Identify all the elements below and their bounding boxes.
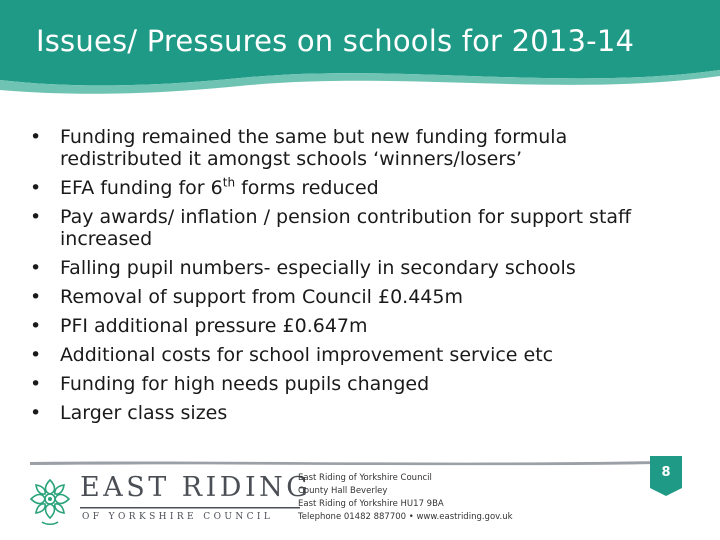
bullet-dot: •	[30, 177, 42, 199]
bullet-list	[30, 126, 690, 431]
footer-divider-shape	[30, 460, 660, 466]
bullet-item	[30, 315, 690, 337]
logo-rule	[80, 506, 300, 510]
address-line: Telephone 01482 887700 • www.eastriding.gov.uk	[298, 512, 513, 522]
bullet-item	[30, 286, 690, 308]
bullet-text: PFI additional pressure £0.647m	[60, 315, 368, 337]
address-line: East Riding of Yorkshire HU17 9BA	[298, 499, 444, 509]
council-address	[298, 472, 513, 524]
bullet-dot: •	[30, 402, 42, 424]
address-line: County Hall Beverley	[298, 486, 388, 496]
bullet-item	[30, 257, 690, 279]
bullet-item	[30, 206, 690, 250]
bullet-text: Additional costs for school improvement service etc	[60, 344, 554, 366]
address-line: East Riding of Yorkshire Council	[298, 473, 432, 483]
bullet-dot: •	[30, 373, 42, 395]
bullet-item	[30, 344, 690, 366]
logo-wordmark: EAST RIDING	[80, 472, 312, 503]
bullet-dot: •	[30, 257, 42, 279]
bullet-text-efa	[60, 177, 379, 199]
bullet-superscript: th	[222, 175, 236, 190]
slide-title: Issues/ Pressures on schools for 2013-14	[36, 24, 635, 58]
logo-subtitle: OF YORKSHIRE COUNCIL	[82, 512, 274, 522]
bullet-dot: •	[30, 344, 42, 366]
council-logo	[24, 470, 312, 530]
bullet-item	[30, 177, 690, 199]
bullet-dot: •	[30, 206, 42, 228]
bullet-item	[30, 373, 690, 395]
bullet-item	[30, 402, 690, 424]
bullet-text: Funding for high needs pupils changed	[60, 373, 430, 395]
bullet-dot: •	[30, 286, 42, 308]
bullet-text: Larger class sizes	[60, 402, 228, 424]
bullet-text-part: EFA funding for 6	[60, 177, 223, 199]
bullet-text-part: forms reduced	[235, 177, 379, 199]
footer-divider	[30, 460, 660, 466]
bullet-item	[30, 126, 690, 170]
page-number: 8	[661, 465, 671, 480]
bullet-text: Falling pupil numbers- especially in secondary schools	[60, 257, 576, 279]
bullet-text: Removal of support from Council £0.445m	[60, 286, 463, 308]
bullet-dot: •	[30, 315, 42, 337]
slide-header	[0, 0, 720, 100]
page-number-badge	[650, 456, 682, 496]
bullet-dot: •	[30, 126, 42, 148]
rose-emblem-icon	[24, 470, 76, 530]
bullet-text: Pay awards/ inflation / pension contribution for support staff increased	[60, 206, 632, 250]
bullet-text: Funding remained the same but new funding formula redistributed it amongst schools ‘winners/losers’	[60, 126, 568, 170]
